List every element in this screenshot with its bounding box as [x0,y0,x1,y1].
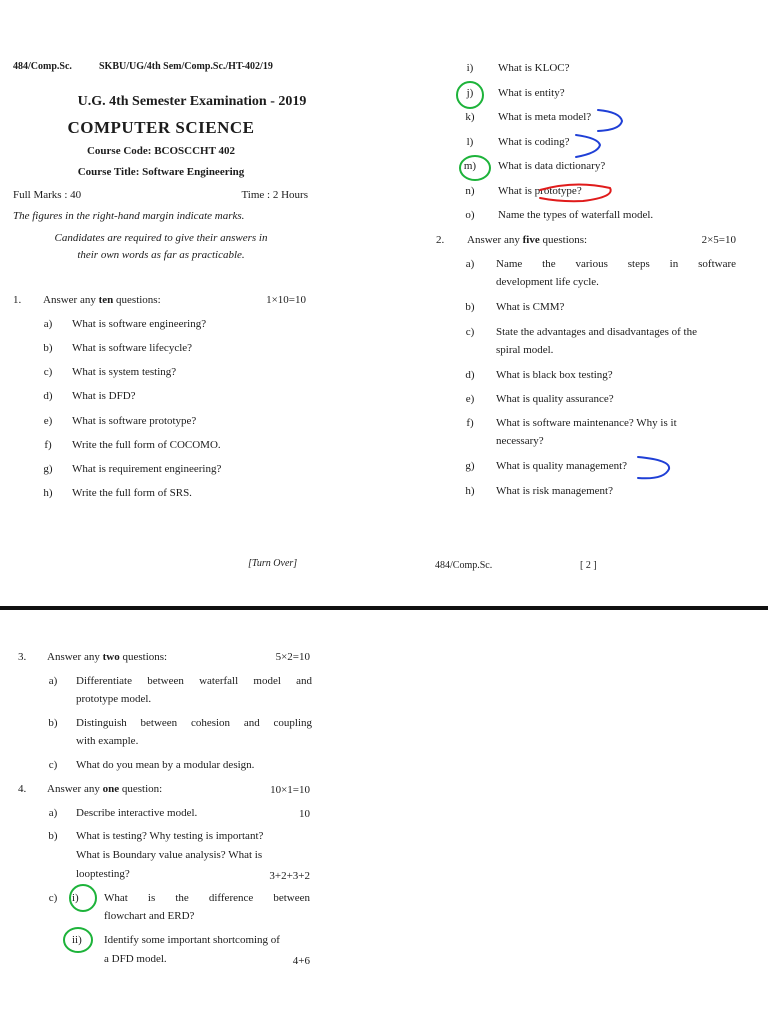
question-item: What is software maintenance? Why is it [496,417,677,429]
item-label: a) [43,318,53,330]
question-item: Write the full form of COCOMO. [72,439,221,451]
question-item-cont: looptesting? [76,868,130,880]
question-item: Name the various steps in software [496,258,736,270]
question-item-cont: with example. [76,735,139,747]
item-label: d) [465,369,475,381]
item-label: b) [465,301,475,313]
question-item-cont: prototype model. [76,693,152,705]
page-divider [0,606,768,610]
question-item: What is the difference between [104,892,310,904]
item-label: b) [48,717,58,729]
instruction-note-2a: Candidates are required to give their answers in [54,232,268,244]
question-item: What is system testing? [72,366,177,378]
question-item: What is coding? [498,136,570,148]
question-item: What is DFD? [72,390,136,402]
item-marks: 4+6 [292,955,310,967]
question-item: What is prototype? [498,185,582,197]
item-label: h) [465,485,475,497]
item-label: e) [43,415,53,427]
item-label: j) [466,87,474,99]
item-label: g) [465,460,475,472]
question-instruction: Answer any one question: [47,783,163,795]
question-item-cont: What is Boundary value analysis? What is [76,849,263,861]
question-item: Distinguish between cohesion and coupling [76,717,312,729]
item-label: a) [48,675,58,687]
question-item: Name the types of waterfall model. [498,209,654,221]
item-label: m) [463,160,477,172]
item-label: l) [466,136,474,148]
question-item-cont: spiral model. [496,344,554,356]
question-number: 1. [13,294,22,306]
exam-title: U.G. 4th Semester Examination - 2019 [77,94,307,109]
question-marks: 10×1=10 [270,784,310,796]
item-label: e) [465,393,475,405]
item-label: i) [466,62,474,74]
paper-reference: SKBU/UG/4th Sem/Comp.Sc./HT-402/19 [99,61,273,72]
question-item: What is software engineering? [72,318,207,330]
sub-item-label: i) [72,892,79,904]
question-item: What is entity? [498,87,565,99]
exam-page-1 [0,0,384,600]
question-item: What is software prototype? [72,415,197,427]
exam-page-2 [384,0,768,600]
question-item: What is black box testing? [496,369,613,381]
instruction-note-2b: their own words as far as practicable. [77,249,245,261]
item-label: b) [43,342,53,354]
page-footer-code: 484/Comp.Sc. [435,560,493,571]
question-instruction: Answer any ten questions: [43,294,161,306]
item-label: f) [466,417,474,429]
question-item-cont: development life cycle. [496,276,599,288]
question-item: What is software lifecycle? [72,342,193,354]
question-item: What is quality management? [496,460,628,472]
item-label: c) [465,326,475,338]
item-label: c) [43,366,53,378]
item-marks: 3+2+3+2 [269,870,310,882]
item-label: g) [43,463,53,475]
question-item: Describe interactive model. [76,807,198,819]
question-marks: 2×5=10 [701,234,736,246]
question-item: What is requirement engineering? [72,463,222,475]
item-label: o) [465,209,475,221]
question-instruction: Answer any two questions: [47,651,168,663]
item-label: a) [48,807,58,819]
question-item: What is risk management? [496,485,613,497]
item-label: n) [465,185,475,197]
question-marks: 5×2=10 [275,651,310,663]
question-item: Identify some important shortcoming of [104,934,280,946]
question-item: What is data dictionary? [498,160,606,172]
course-title: Course Title: Software Engineering [77,166,245,178]
exam-time: Time : 2 Hours [241,189,308,201]
full-marks: Full Marks : 40 [13,189,82,201]
question-item: What is quality assurance? [496,393,614,405]
question-item-cont: a DFD model. [104,953,167,965]
item-label: a) [465,258,475,270]
question-item: What is CMM? [496,301,565,313]
question-instruction: Answer any five questions: [467,234,588,246]
exam-page-3 [0,615,384,1024]
item-label: c) [48,759,58,771]
question-marks: 1×10=10 [266,294,306,306]
question-item: Write the full form of SRS. [72,487,192,499]
question-item: What is meta model? [498,111,592,123]
item-label: h) [43,487,53,499]
course-code: Course Code: BCOSCCHT 402 [86,145,235,157]
question-item: Differentiate between waterfall model and [76,675,312,687]
question-item: What is KLOC? [498,62,570,74]
subject-title: COMPUTER SCIENCE [67,118,255,137]
item-label: d) [43,390,53,402]
item-label: k) [465,111,475,123]
item-label: b) [48,830,58,842]
question-item: What do you mean by a modular design. [76,759,255,771]
page-number: [ 2 ] [580,560,597,571]
paper-code: 484/Comp.Sc. [13,61,72,72]
instruction-note: The figures in the right-hand margin indicate marks. [13,210,245,222]
item-marks: 10 [299,808,310,820]
turn-over-footer: [Turn Over] [248,558,298,569]
sub-item-label: ii) [72,934,82,946]
item-label: c) [48,892,58,904]
question-item: What is testing? Why testing is important? [76,830,264,842]
question-number: 3. [18,651,27,663]
question-number: 4. [18,783,27,795]
question-item-cont: necessary? [496,435,544,447]
question-item-cont: flowchart and ERD? [104,910,195,922]
item-label: f) [44,439,52,451]
question-item: State the advantages and disadvantages of the [496,326,697,338]
question-number: 2. [436,234,445,246]
